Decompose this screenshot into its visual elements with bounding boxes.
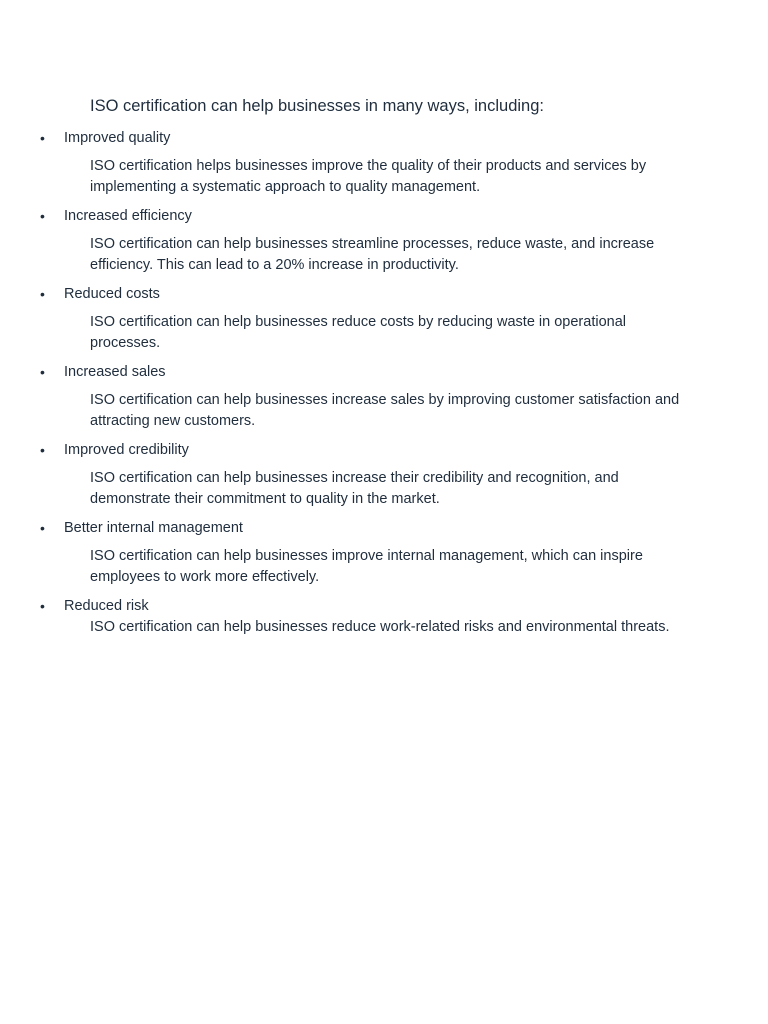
benefit-description: ISO certification helps businesses improve the quality of their products and services by implementing a systematic approach to quality management.: [90, 158, 647, 195]
bullet-icon: •: [40, 130, 45, 146]
list-item: [0, 517, 768, 588]
benefit-title: Increased efficiency: [64, 208, 192, 224]
bullet-icon: •: [40, 208, 45, 224]
benefit-title: Improved credibility: [64, 442, 189, 458]
bullet-icon: •: [40, 598, 45, 614]
benefit-description: ISO certification can help businesses improve internal management, which can inspire employees to work more effectively.: [90, 548, 643, 585]
bullet-icon: •: [40, 286, 45, 302]
list-item: [0, 439, 768, 510]
benefit-description: ISO certification can help businesses reduce costs by reducing waste in operational processes.: [90, 314, 626, 351]
benefit-description: ISO certification can help businesses increase their credibility and recognition, and demonstrate their commitment to quality in the market.: [90, 470, 619, 507]
list-item: [0, 361, 768, 432]
benefit-description: ISO certification can help businesses increase sales by improving customer satisfaction and attracting new customers.: [90, 392, 680, 429]
benefit-title: Reduced costs: [64, 286, 160, 302]
benefit-title: Better internal management: [64, 520, 243, 536]
benefit-title: Increased sales: [64, 364, 166, 380]
list-item: [0, 205, 768, 276]
bullet-icon: •: [40, 442, 45, 458]
list-item: [0, 127, 768, 198]
bullet-icon: •: [40, 364, 45, 380]
benefit-description: ISO certification can help businesses reduce work-related risks and environmental threats.: [90, 619, 670, 635]
benefit-title: Improved quality: [64, 130, 171, 146]
benefits-list: [0, 127, 768, 638]
intro-text: ISO certification can help businesses in many ways, including:: [90, 97, 544, 115]
list-item: [0, 595, 768, 638]
benefit-description: ISO certification can help businesses streamline processes, reduce waste, and increase efficiency. This can lead to a 20% increase in productivity.: [90, 236, 655, 273]
benefit-title: Reduced risk: [64, 598, 149, 614]
bullet-icon: •: [40, 520, 45, 536]
list-item: [0, 283, 768, 354]
